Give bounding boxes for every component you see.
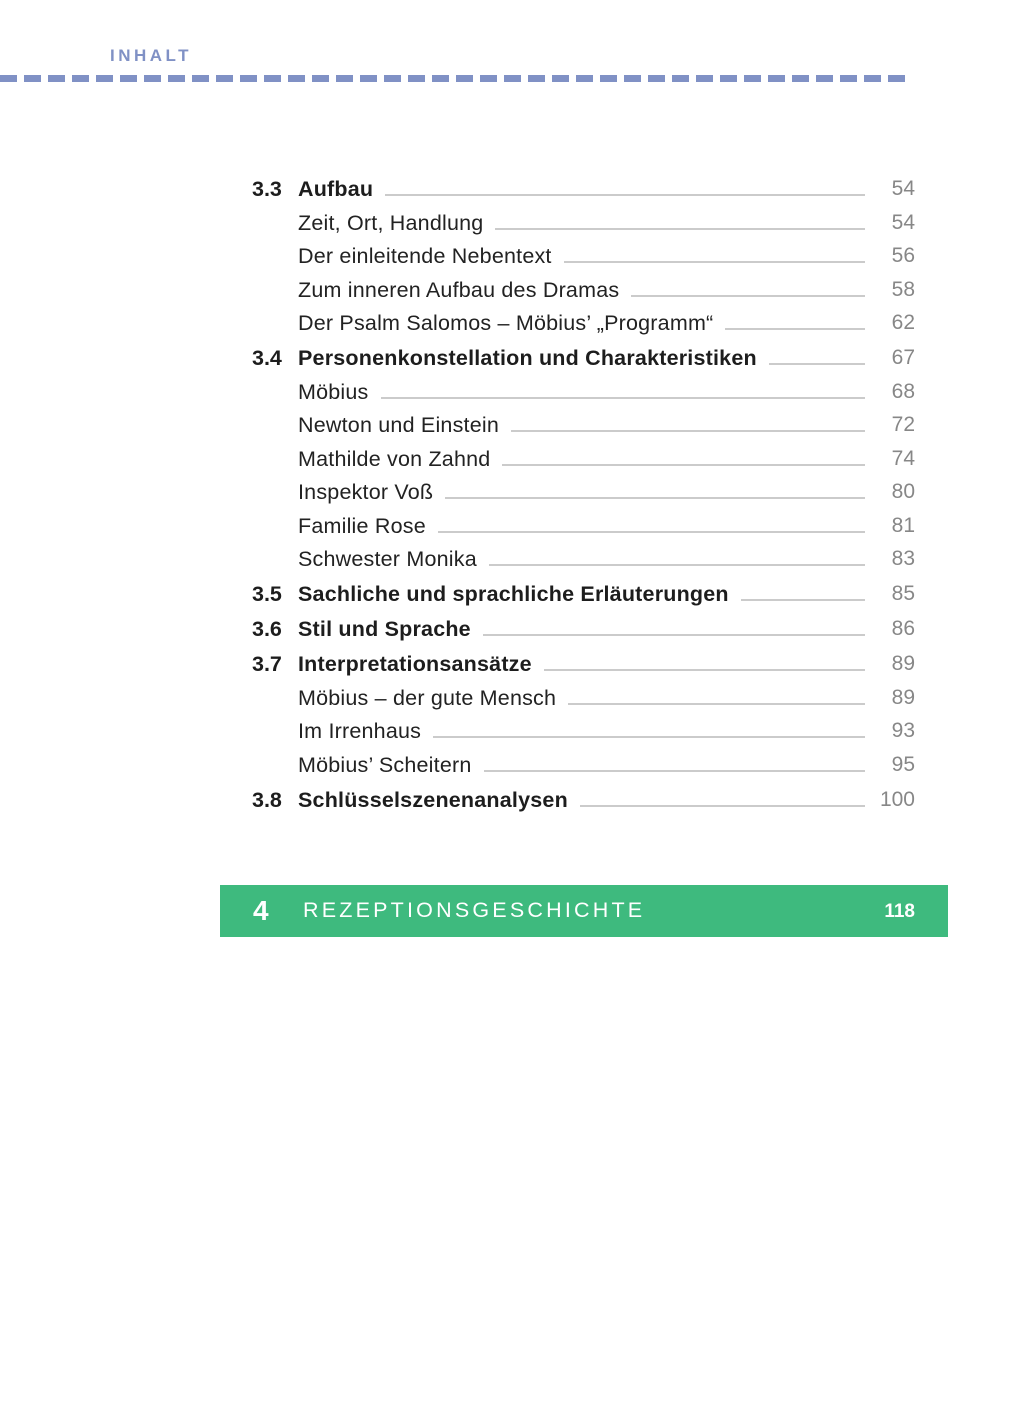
toc-entry <box>252 548 915 570</box>
toc-entry <box>252 515 915 537</box>
toc-entry-title: Sachliche und sprachliche Erläuterungen <box>298 582 729 606</box>
page-header-label: INHALT <box>110 46 193 65</box>
toc-list <box>252 178 915 822</box>
toc-leader-line <box>769 363 865 365</box>
toc-entry-page: 58 <box>891 277 915 301</box>
toc-entry-page: 72 <box>891 413 915 436</box>
header-dashed-rule <box>0 75 906 82</box>
toc-entry-page: 56 <box>891 244 915 267</box>
toc-entry-title: Möbius’ Scheitern <box>298 752 472 777</box>
toc-leader-line <box>511 430 865 432</box>
toc-entry-page: 93 <box>891 719 915 742</box>
toc-leader-line <box>484 770 866 772</box>
toc-entry-page: 89 <box>891 685 915 709</box>
toc-entry-page: 86 <box>891 617 915 640</box>
toc-entry <box>252 414 915 436</box>
toc-entry-title: Mathilde von Zahnd <box>298 446 491 471</box>
toc-entry-title: Möbius <box>298 379 369 404</box>
toc-entry-number: 3.7 <box>252 652 282 676</box>
toc-entry-title: Personenkonstellation und Charakteristiken <box>298 346 757 370</box>
toc-leader-line <box>385 194 865 196</box>
toc-entry-title: Familie Rose <box>298 513 426 538</box>
toc-entry-title: Interpretationsansätze <box>298 652 532 676</box>
toc-entry-number: 3.4 <box>252 346 282 370</box>
toc-entry-title: Inspektor Voß <box>298 480 434 504</box>
toc-entry-page: 62 <box>891 311 915 334</box>
toc-leader-line <box>544 669 865 671</box>
toc-leader-line <box>502 464 865 466</box>
toc-entry-number: 3.3 <box>252 177 282 201</box>
chapter-banner-page: 118 <box>884 900 915 922</box>
toc-leader-line <box>725 328 865 330</box>
toc-entry <box>252 381 915 403</box>
toc-entry <box>252 279 915 301</box>
toc-entry <box>252 245 915 267</box>
toc-entry <box>252 653 915 675</box>
toc-leader-line <box>438 531 865 533</box>
toc-entry-title: Im Irrenhaus <box>298 719 422 743</box>
toc-entry <box>252 687 915 709</box>
toc-leader-line <box>631 295 865 297</box>
toc-entry-page: 89 <box>891 652 915 675</box>
toc-entry-page: 85 <box>891 582 915 605</box>
toc-entry <box>252 347 915 369</box>
toc-entry-page: 74 <box>891 446 915 470</box>
toc-entry <box>252 212 915 234</box>
toc-entry-page: 81 <box>891 513 915 537</box>
toc-entry-page: 54 <box>891 210 915 234</box>
toc-entry <box>252 754 915 776</box>
toc-entry <box>252 583 915 605</box>
toc-entry-number: 3.8 <box>252 787 282 812</box>
toc-entry-page: 83 <box>891 547 915 570</box>
toc-entry-number: 3.6 <box>252 617 282 641</box>
toc-entry-page: 80 <box>891 480 915 503</box>
toc-entry-page: 67 <box>891 346 915 369</box>
toc-entry-title: Zum inneren Aufbau des Dramas <box>298 277 620 302</box>
chapter-banner-number: 4 <box>253 895 269 926</box>
toc-entry-title: Zeit, Ort, Handlung <box>298 210 484 235</box>
toc-entry <box>252 481 915 503</box>
chapter-banner <box>220 885 948 937</box>
toc-entry-page: 100 <box>879 787 915 811</box>
toc-entry-title: Der Psalm Salomos – Möbius’ „Programm“ <box>298 311 714 335</box>
toc-entry <box>252 720 915 742</box>
toc-entry-title: Schlüsselszenenanalysen <box>298 787 568 812</box>
toc-entry-page: 95 <box>891 752 915 776</box>
toc-leader-line <box>483 634 865 636</box>
toc-leader-line <box>568 703 865 705</box>
toc-leader-line <box>489 564 865 566</box>
chapter-banner-title: REZEPTIONSGESCHICHTE <box>303 898 646 923</box>
toc-entry <box>252 448 915 470</box>
toc-entry <box>252 178 915 200</box>
toc-entry-title: Stil und Sprache <box>298 617 471 641</box>
toc-leader-line <box>433 736 865 738</box>
toc-entry-title: Schwester Monika <box>298 547 477 571</box>
toc-leader-line <box>445 497 865 499</box>
toc-entry <box>252 312 915 334</box>
toc-entry-title: Newton und Einstein <box>298 413 500 437</box>
toc-entry <box>252 789 915 811</box>
toc-entry <box>252 618 915 640</box>
toc-leader-line <box>580 805 865 807</box>
toc-entry-title: Der einleitende Nebentext <box>298 244 552 268</box>
toc-leader-line <box>495 228 865 230</box>
toc-leader-line <box>381 397 865 399</box>
toc-entry-page: 68 <box>891 379 915 403</box>
toc-entry-title: Aufbau <box>298 177 374 201</box>
toc-leader-line <box>741 599 865 601</box>
toc-leader-line <box>564 261 865 263</box>
toc-entry-page: 54 <box>891 177 915 200</box>
toc-entry-number: 3.5 <box>252 582 282 606</box>
toc-entry-title: Möbius – der gute Mensch <box>298 685 557 710</box>
